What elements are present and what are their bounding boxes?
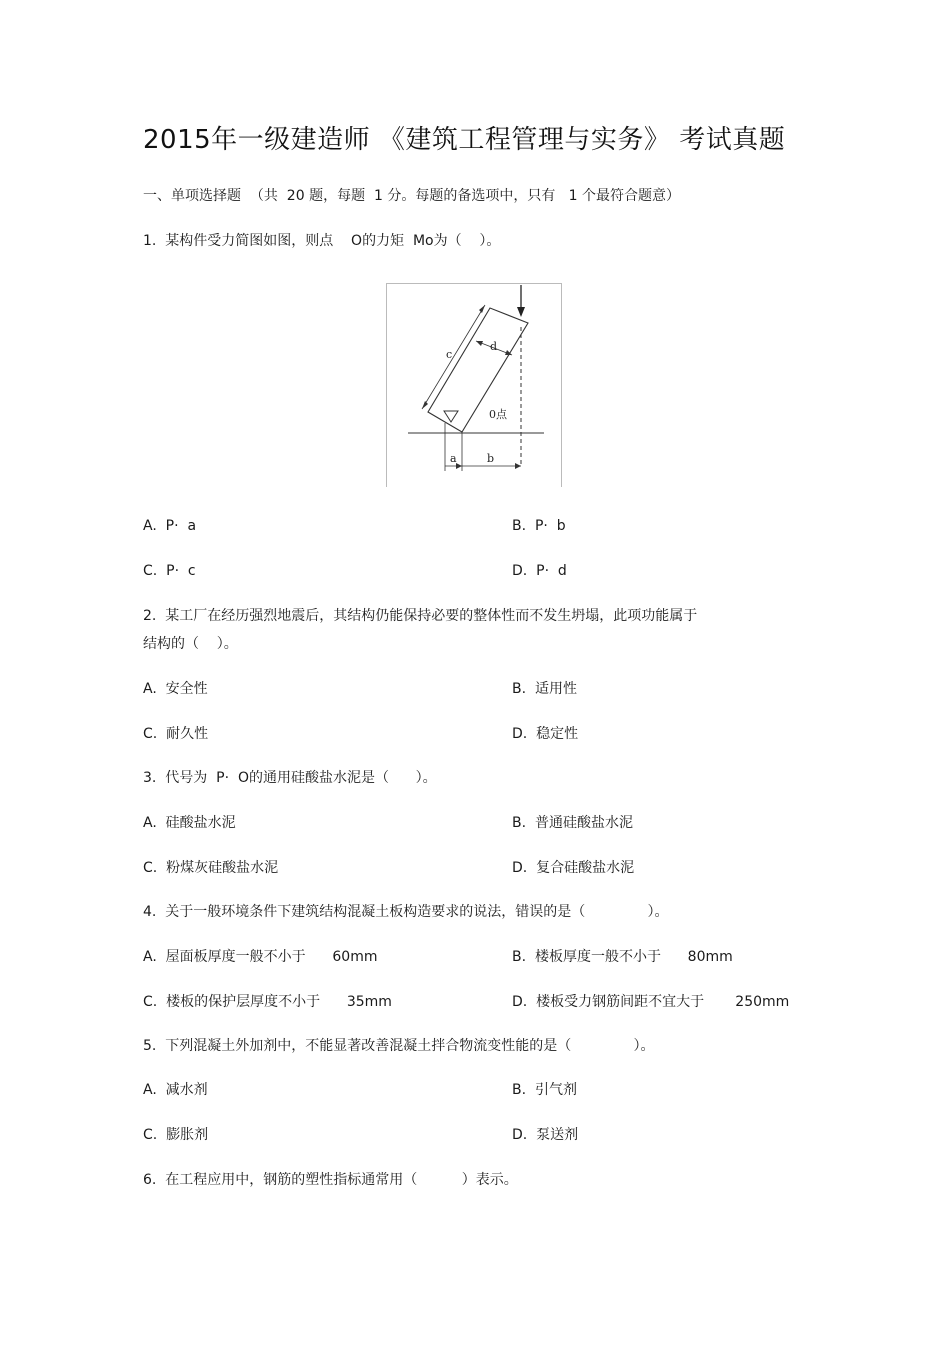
force-diagram-svg [386, 283, 562, 487]
section-heading: 一、单项选择题 （共 20 题，每题 1 分。每题的备选项中，只有 1 个最符合题意） [143, 188, 681, 204]
q1-option-a: A. P· a [143, 518, 197, 534]
q5-option-c: C. 膨胀剂 [143, 1127, 209, 1143]
question-1-stem: 1. 某构件受力简图如图，则点 O的力矩 Mo为（ ）。 [143, 233, 501, 249]
q4-option-b: B. 楼板厚度一般不小于 80mm [512, 949, 733, 965]
label-o-point: 0点 [489, 408, 507, 421]
force-diagram-figure [386, 283, 562, 487]
q5-option-d: D. 泵送剂 [512, 1127, 579, 1143]
label-d: d [490, 340, 498, 353]
q1-option-b: B. P· b [512, 518, 566, 534]
q3-option-b: B. 普通硅酸盐水泥 [512, 815, 633, 831]
q5-option-b: B. 引气剂 [512, 1082, 577, 1098]
q3-option-a: A. 硅酸盐水泥 [143, 815, 236, 831]
label-b: b [487, 452, 495, 465]
question-5-stem: 5. 下列混凝土外加剂中，不能显著改善混凝土拌合物流变性能的是（ ）。 [143, 1038, 655, 1054]
q2-option-c: C. 耐久性 [143, 726, 209, 742]
q4-option-a: A. 屋面板厚度一般不小于 60mm [143, 949, 378, 965]
q4-option-d: D. 楼板受力钢筋间距不宜大于 250mm [512, 994, 790, 1010]
question-2-stem: 2. 某工厂在经历强烈地震后，其结构仍能保持必要的整体性而不发生坍塌，此项功能属于 [143, 608, 698, 624]
q1-option-c: C. P· c [143, 563, 196, 579]
q4-option-c: C. 楼板的保护层厚度不小于 35mm [143, 994, 392, 1010]
question-4-stem: 4. 关于一般环境条件下建筑结构混凝土板构造要求的说法，错误的是（ ）。 [143, 904, 669, 920]
q2-option-d: D. 稳定性 [512, 726, 579, 742]
q1-option-d: D. P· d [512, 563, 567, 579]
q2-option-b: B. 适用性 [512, 681, 577, 697]
label-c: c [446, 348, 453, 361]
q3-option-c: C. 粉煤灰硅酸盐水泥 [143, 860, 279, 876]
question-6-stem: 6. 在工程应用中，钢筋的塑性指标通常用（ ）表示。 [143, 1172, 518, 1188]
question-3-stem: 3. 代号为 P· O的通用硅酸盐水泥是（ ）。 [143, 770, 437, 786]
q3-option-d: D. 复合硅酸盐水泥 [512, 860, 635, 876]
q5-option-a: A. 减水剂 [143, 1082, 208, 1098]
q2-option-a: A. 安全性 [143, 681, 208, 697]
document-title: 2015年一级建造师 《建筑工程管理与实务》 考试真题 [143, 125, 786, 155]
label-a: a [450, 452, 457, 465]
question-2-stem-continued: 结构的（ ）。 [143, 636, 238, 652]
